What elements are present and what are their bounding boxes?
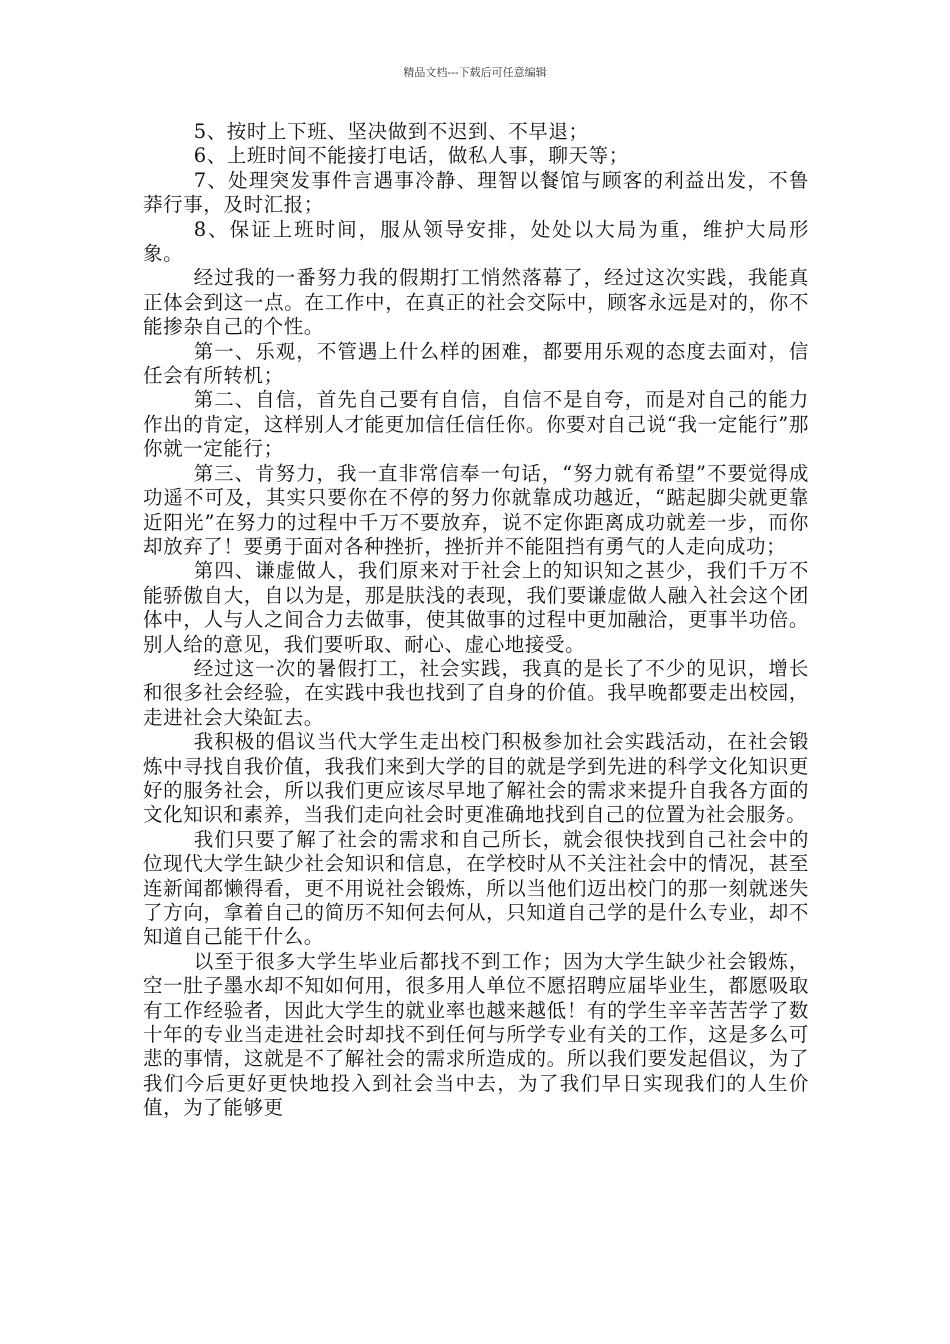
paragraph: 5、按时上下班、坚决做到不迟到、不早退； [193,120,589,143]
paragraph: 第三、肯努力，我一直非常信奉一句话，“努力就有希望”不要觉得成功遥不可及，其实只要你在不停的努力你就靠成功越近，“踮起脚尖就更靠近阳光”在努力的过程中千万不要放弃，说不定你距离成功就差一步，而你却放弃了！要勇于面对各种挫折，挫折并不能阻挡有勇气的人走向成功； [143,461,809,558]
paragraph: 第二、自信，首先自己要有自信，自信不是自夸，而是对自己的能力作出的肯定，这样别人才能更加信任信任你。你要对自己说“我一定能行”那你就一定能行； [143,388,809,461]
paragraph: 经过这一次的暑假打工，社会实践，我真的是长了不少的见识，增长和很多社会经验，在实践中我也找到了自身的价值。我早晚都要走出校园，走进社会大染缸去。 [143,656,809,729]
paragraph: 我们只要了解了社会的需求和自己所长，就会很快找到自己社会中的位现代大学生缺少社会知识和信息，在学校时从不关注社会中的情况，甚至连新闻都懒得看，更不用说社会锻炼，所以当他们迈出校门的那一刻就迷失了方向，拿着自己的简历不知何去何从，只知道自己学的是什么专业，却不知道自己能干什么。 [143,827,809,949]
paragraph: 6、上班时间不能接打电话，做私人事，聊天等； [193,144,629,168]
page-header: 精品文档---下载后可任意编辑 [403,66,547,79]
paragraph: 7、处理突发事件言遇事冷静、理智以餐馆与顾客的利益出发，不鲁莽行事，及时汇报； [143,168,809,217]
paragraph: 以至于很多大学生毕业后都找不到工作；因为大学生缺少社会锻炼，空一肚子墨水却不知如何用，很多用人单位不愿招聘应届毕业生，都愿吸取有工作经验者，因此大学生的就业率也越来越低！有的学生辛辛苦苦学了数十年的专业当走进社会时却找不到任何与所学专业有关的工作，这是多么可悲的事情，这就是不了解社会的需求所造成的。所以我们要发起倡议，为了我们今后更好更快地投入到社会当中去，为了我们早日实现我们的人生价值，为了能够更 [143,949,809,1120]
document-body [143,120,809,1121]
paragraph: 8、保证上班时间，服从领导安排，处处以大局为重，维护大局形象。 [143,217,809,266]
paragraph: 第四、谦虚做人，我们原来对于社会上的知识知之甚少，我们千万不能骄傲自大，自以为是，那是肤浅的表现，我们要谦虚做人融入社会这个团体中，人与人之间合力去做事，使其做事的过程中更加融洽，更事半功倍。别人给的意见，我们要听取、耐心、虚心地接受。 [143,559,809,656]
paragraph: 经过我的一番努力我的假期打工悄然落幕了，经过这次实践，我能真正体会到这一点。在工作中，在真正的社会交际中，顾客永远是对的，你不能掺杂自己的个性。 [143,266,809,339]
paragraph: 我积极的倡议当代大学生走出校门积极参加社会实践活动，在社会锻炼中寻找自我价值，我我们来到大学的目的就是学到先进的科学文化知识更好的服务社会，所以我们更应该尽早地了解社会的需求来提升自我各方面的文化知识和素养，当我们走向社会时更准确地找到自己的位置为社会服务。 [143,730,809,827]
paragraph: 第一、乐观，不管遇上什么样的困难，都要用乐观的态度去面对，信任会有所转机； [143,339,809,388]
